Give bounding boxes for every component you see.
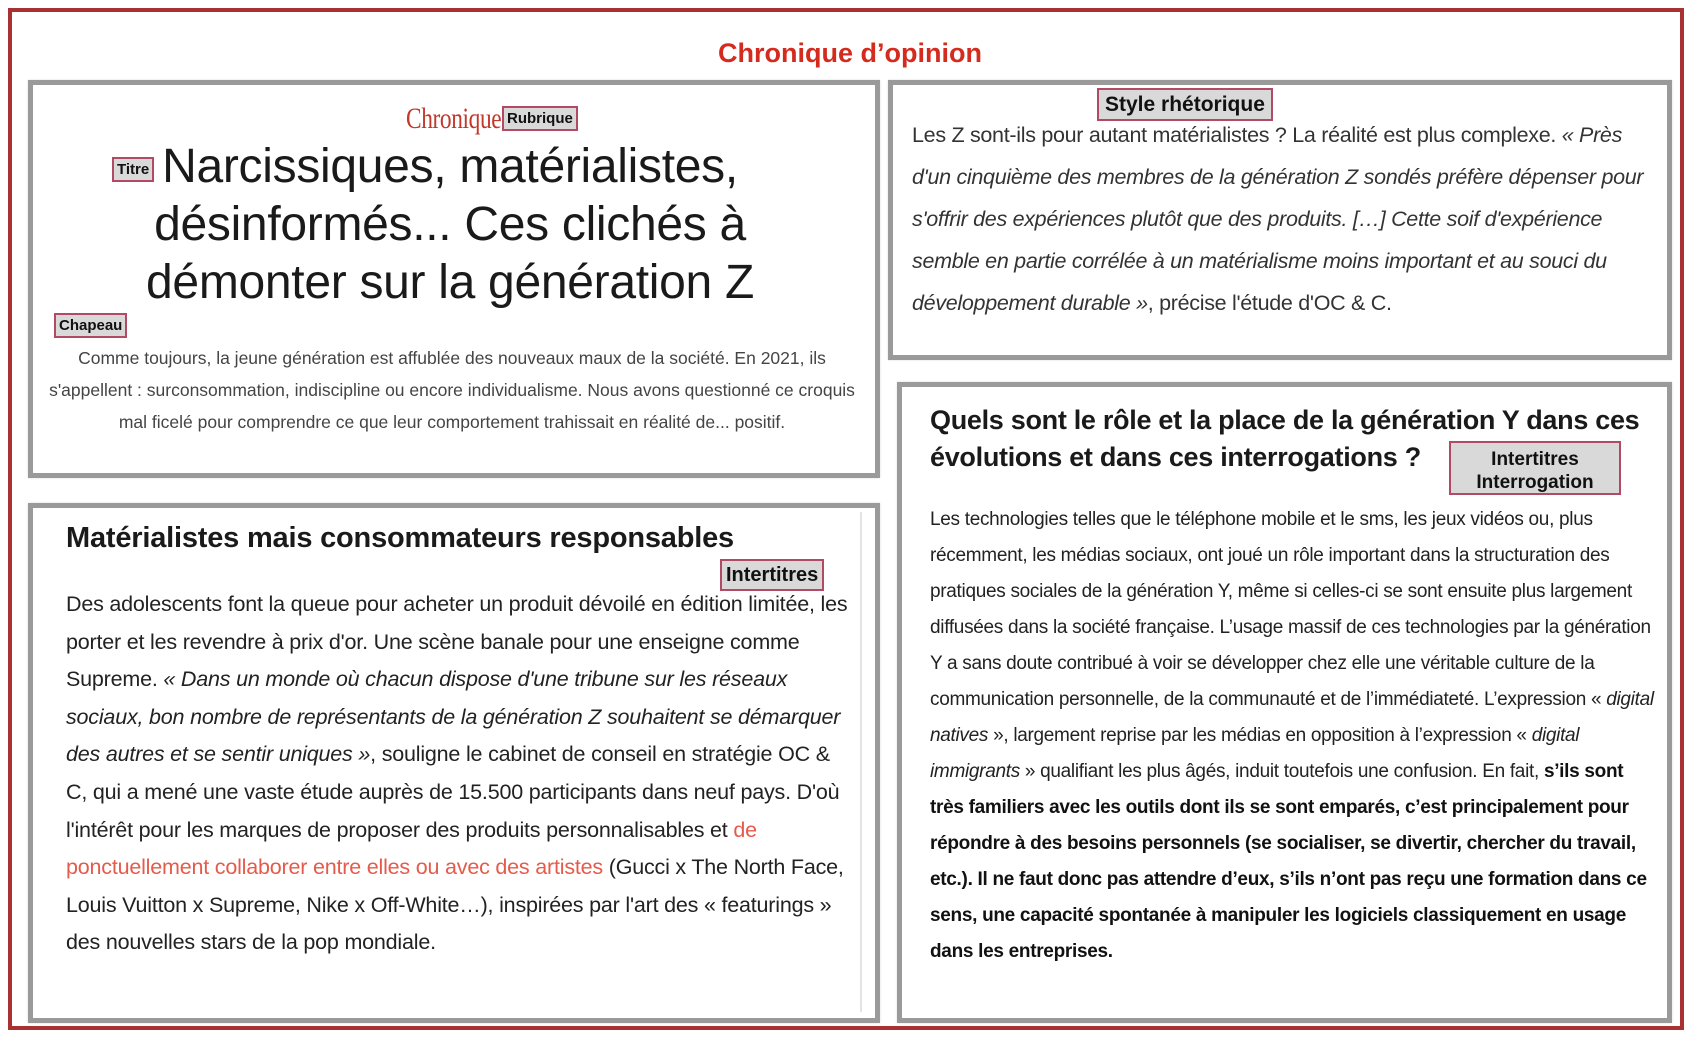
column-divider	[860, 512, 862, 1012]
headline-line: démonter sur la génération Z	[146, 256, 754, 309]
tag-line: Interrogation	[1476, 472, 1594, 493]
rhetoric-quote: « Près d'un cinquième des membres de la génération Z sondés préfère dépenser pour s'offrir des expériences plutôt que des produits. […] Cette soif d'expérience semble en partie corrélée à un matérialisme moins important et au souci du développement durable »	[912, 123, 1644, 315]
rubrique-label: Chronique	[406, 102, 502, 135]
gen-y-paragraph	[930, 502, 1660, 970]
gen-y-italic-1: digital natives	[930, 689, 1654, 746]
tag-line: Intertitres	[1491, 449, 1579, 470]
gen-y-italic-2: digital immigrants	[930, 725, 1580, 782]
gen-y-heading: Quels sont le rôle et la place de la génération Y dans ces évolutions et dans ces interrogations ?	[930, 405, 1640, 472]
consumers-text-1: Des adolescents font la queue pour acheter un produit dévoilé en édition limitée, les porter et les revendre à prix d'or. Une scène banale pour une enseigne comme Supreme.	[66, 592, 848, 692]
tag-style-rhetorique: Style rhétorique	[1097, 88, 1273, 121]
tag-titre: Titre	[112, 157, 154, 182]
gen-y-text-1: Les technologies telles que le téléphone mobile et le sms, les jeux vidéos ou, plus récemment, les médias sociaux, ont joué un rôle important dans la structuration des pratiques sociales de la génération Y, même si celles-ci se sont ensuite plus largement diffusées dans la société française. L’usage massif de ces technologies par la génération Y a sans doute contribué à voir se développer chez elle une véritable culture de la communication personnelle, de la communauté et de l’immédiateté. L’expression «	[930, 509, 1651, 710]
consumers-heading: Matérialistes mais consommateurs responsables	[66, 522, 734, 554]
consumers-text-2: , souligne le cabinet de conseil en stratégie OC & C, qui a mené une vaste étude auprès de 15.500 participants dans neuf pays. D'où l'intérêt pour les marques de proposer des produits personnalisables et	[66, 742, 840, 842]
tag-intertitres: Intertitres	[720, 559, 824, 591]
consumers-text-3: (Gucci x The North Face, Louis Vuitton x Supreme, Nike x Off-White…), inspirées par l'art des « featurings » des nouvelles stars de la pop mondiale.	[66, 855, 844, 955]
headline-line: désinformés... Ces clichés à	[154, 198, 746, 251]
consumers-paragraph	[66, 586, 856, 962]
gen-y-bold: s’ils sont très familiers avec les outils dont ils se sont emparés, c’est principalement pour répondre à des besoins personnels (se socialiser, se divertir, chercher du travail, etc.). Il ne faut donc pas attendre d’eux, s’ils n’ont pas reçu une formation dans ce sens, une capacité spontanée à manipuler les logiciels classiquement en usage dans les entreprises.	[930, 761, 1647, 962]
gen-y-text-2: », largement reprise par les médias en opposition à l’expression «	[988, 725, 1532, 746]
article-headline	[60, 138, 840, 312]
rhetoric-intro: Les Z sont-ils pour autant matérialistes ? La réalité est plus complexe.	[912, 123, 1562, 147]
page-title: Chronique d’opinion	[718, 38, 982, 68]
tag-chapeau: Chapeau	[54, 313, 127, 338]
rhetoric-paragraph	[912, 114, 1652, 324]
headline-line: Narcissiques, matérialistes,	[162, 140, 738, 193]
gen-y-text-3: » qualifiant les plus âgés, induit toutefois une confusion. En fait,	[1019, 761, 1544, 782]
collab-link[interactable]: de ponctuellement collaborer entre elles ou avec des artistes	[66, 817, 757, 880]
tag-intertitres-interrogation	[1449, 441, 1621, 495]
rhetoric-end: , précise l'étude d'OC & C.	[1147, 291, 1392, 315]
chapeau-text: Comme toujours, la jeune génération est affublée des nouveaux maux de la société. En 2021, ils s'appellent : surconsommation, indiscipline ou encore individualisme. Nous avons questionné ce croquis mal ficelé pour comprendre ce que leur comportement trahissait en réalité de... positif.	[49, 348, 855, 432]
consumers-quote: « Dans un monde où chacun dispose d'une tribune sur les réseaux sociaux, bon nombre de représentants de la génération Z souhaitent se démarquer des autres et se sentir uniques »	[66, 667, 841, 767]
tag-rubrique: Rubrique	[502, 106, 578, 131]
